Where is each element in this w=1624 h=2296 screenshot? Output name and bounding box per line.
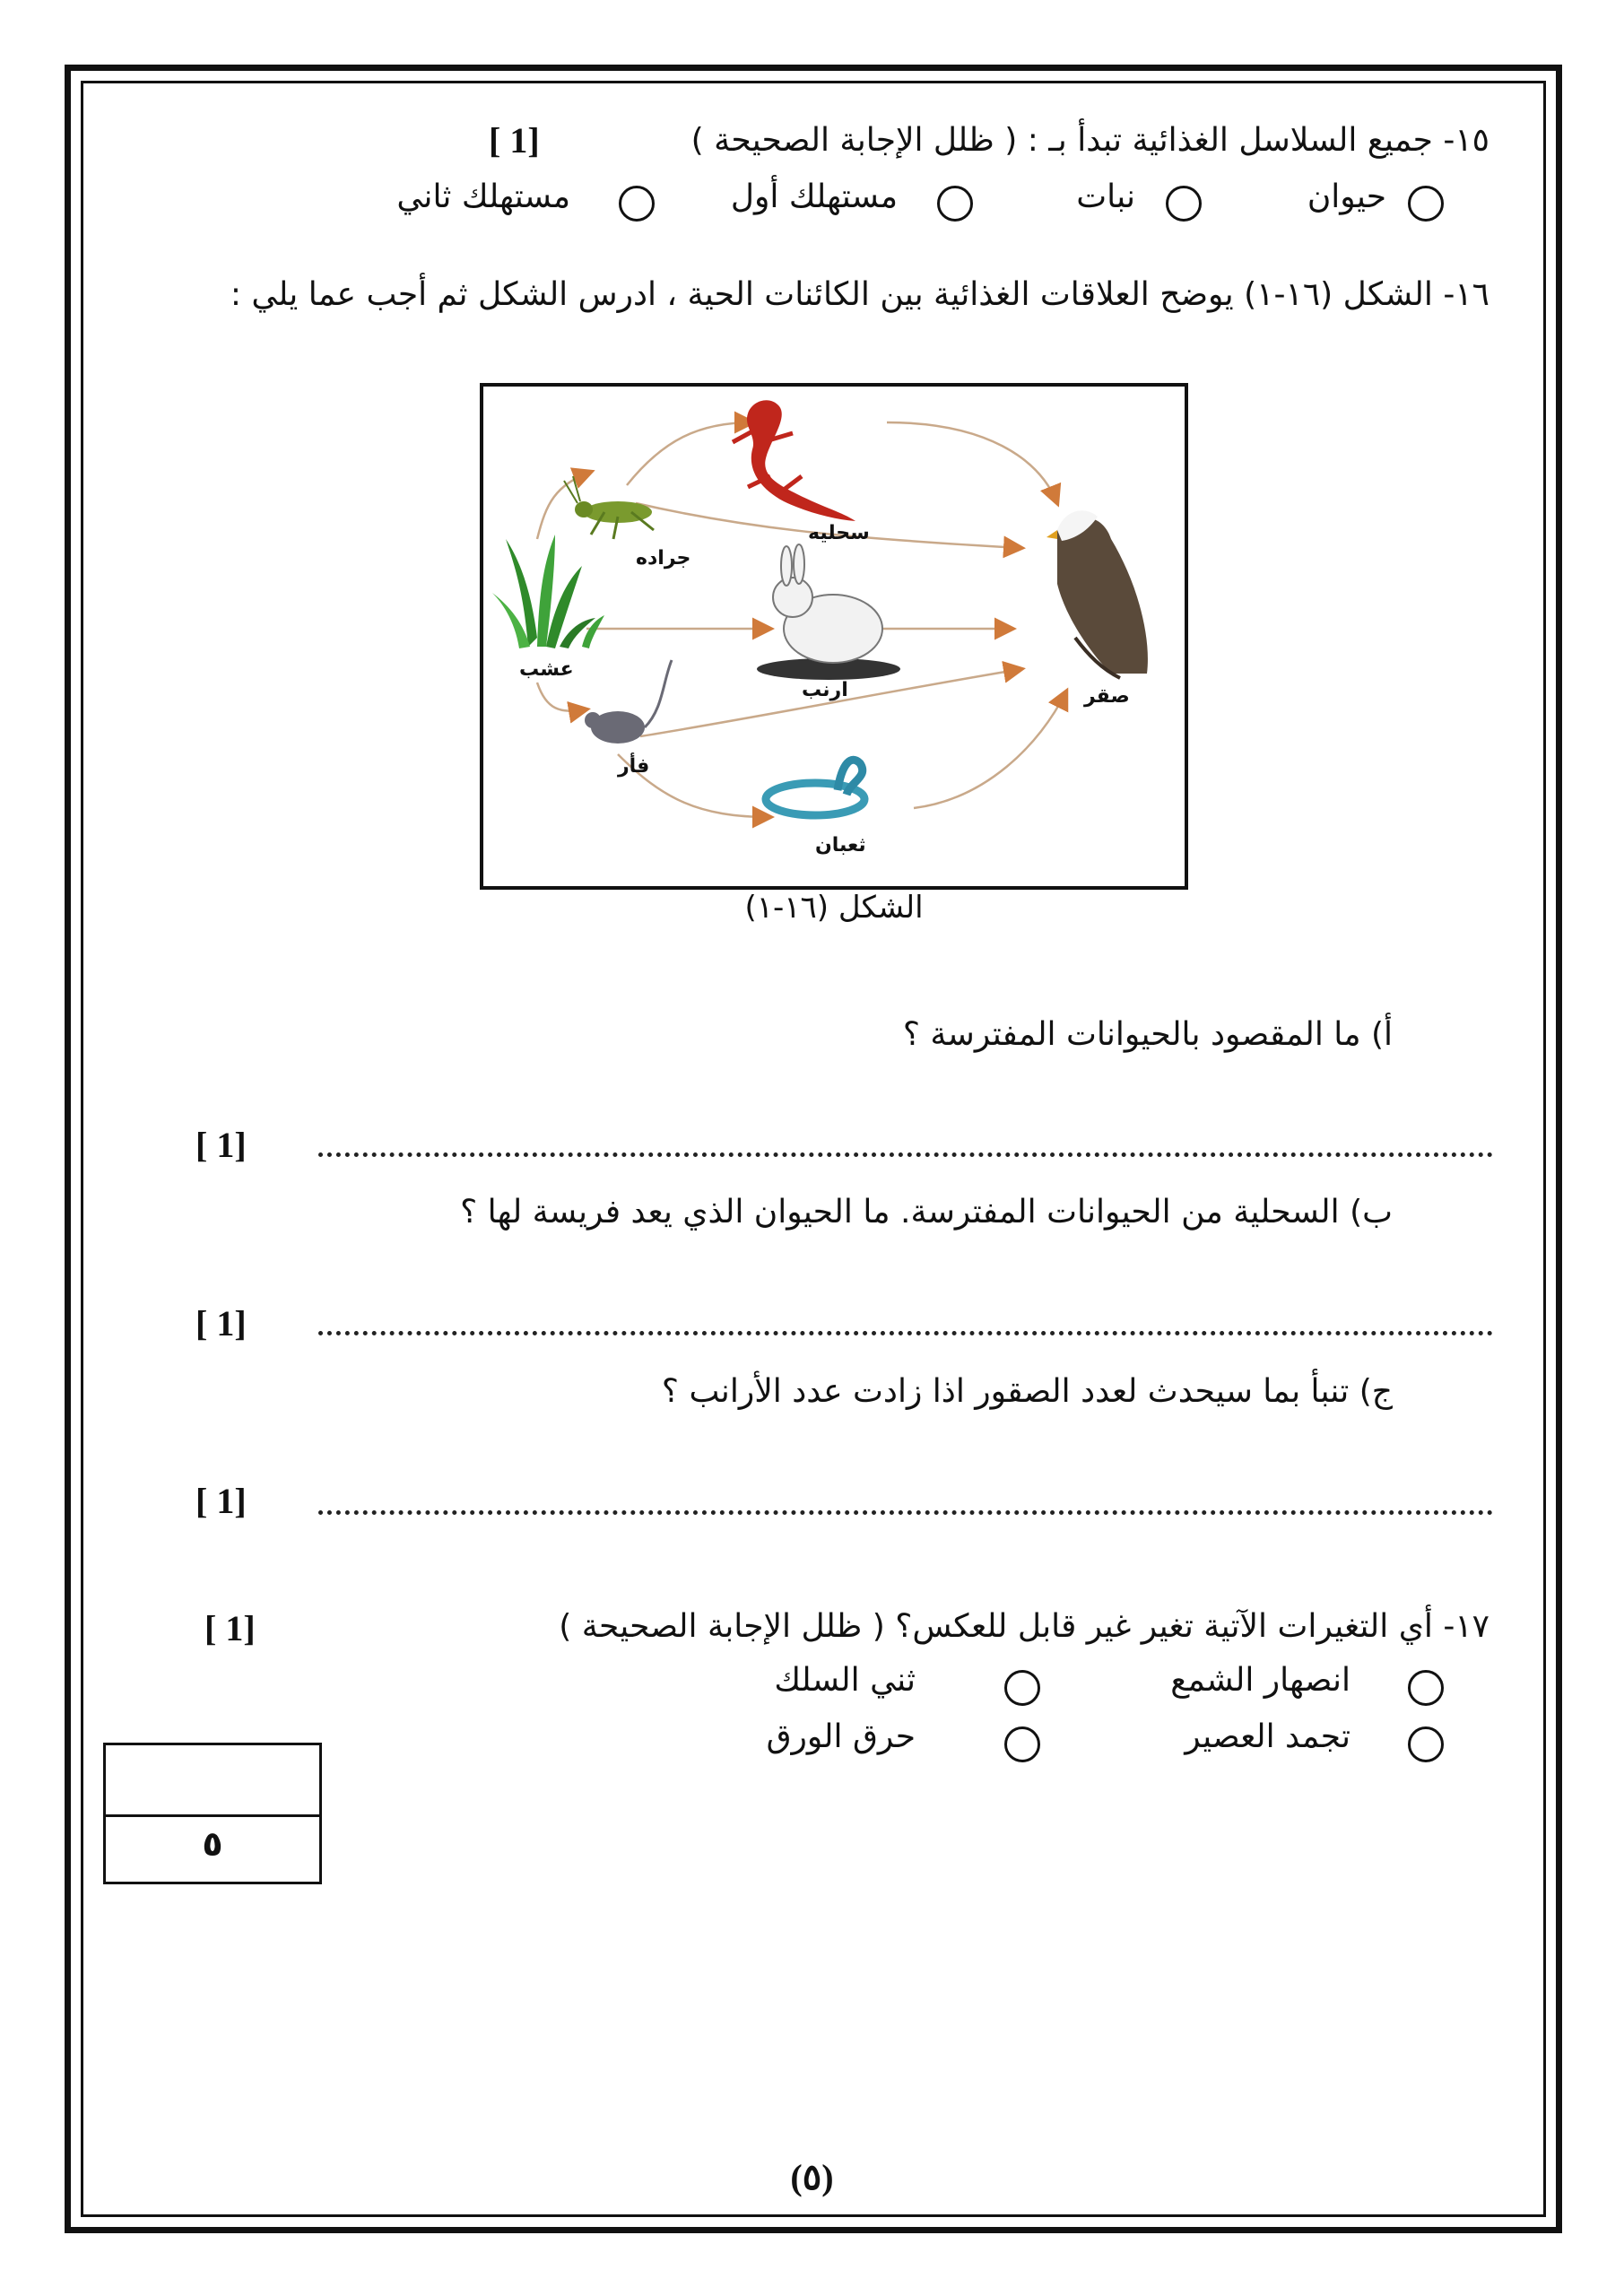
score-box: [103, 1743, 322, 1884]
q15-option-4-label: مستهلك ثاني: [396, 178, 570, 215]
q17-option-2-label: ثني السلك: [774, 1662, 916, 1699]
q17-option-2-radio[interactable]: [1004, 1670, 1040, 1706]
q17-option-1-radio[interactable]: [1408, 1670, 1444, 1706]
q17-mark: [ 1]: [204, 1608, 256, 1648]
q17-option-4-radio[interactable]: [1004, 1726, 1040, 1762]
q16c-mark: [ 1]: [195, 1481, 247, 1521]
grasshopper-icon: [564, 476, 654, 539]
q17-option-3-radio[interactable]: [1408, 1726, 1444, 1762]
q15-option-3-radio[interactable]: [937, 186, 973, 222]
label-eagle: صقر: [1084, 685, 1130, 708]
score-total: ٥: [202, 1824, 223, 1864]
q16b-mark: [ 1]: [195, 1303, 247, 1344]
page-number: (٥): [790, 2157, 834, 2197]
figure-caption: الشكل (١٦-١): [744, 890, 924, 926]
label-rabbit: ارنب: [802, 679, 848, 701]
q15-option-2-label: نبات: [1076, 178, 1135, 215]
q17-option-3-label: تجمد العصير: [1185, 1718, 1350, 1755]
label-mouse: فأر: [618, 755, 650, 778]
q16a-mark: [ 1]: [195, 1125, 247, 1165]
q15-option-2-radio[interactable]: [1166, 186, 1202, 222]
q17-option-4-label: حرق الورق: [766, 1718, 916, 1755]
q16c-text: ج) تنبأ بما سيحدث لعدد الصقور اذا زادت عدد الأرانب ؟: [661, 1373, 1393, 1410]
grass-icon: [492, 535, 604, 648]
q15-option-1-label: حيوان: [1307, 178, 1386, 215]
q16b-answer-line[interactable]: [318, 1331, 1493, 1335]
q15-option-3-label: مستهلك أول: [730, 178, 898, 215]
eagle-icon: [1046, 510, 1148, 678]
snake-icon: [766, 760, 864, 815]
score-box-divider: [106, 1814, 319, 1817]
q15-text: ١٥- جميع السلاسل الغذائية تبدأ بـ : ( ظلل الإجابة الصحيحة ): [690, 122, 1489, 159]
label-grass: عشب: [519, 658, 574, 681]
label-lizard: سحليه: [808, 522, 870, 544]
q16c-answer-line[interactable]: [318, 1510, 1493, 1515]
q16a-text: أ) ما المقصود بالحيوانات المفترسة ؟: [902, 1016, 1393, 1053]
label-grasshopper: جراده: [636, 547, 691, 570]
label-snake: ثعبان: [815, 834, 866, 857]
rabbit-icon: [757, 544, 900, 680]
q15-option-1-radio[interactable]: [1408, 186, 1444, 222]
q17-option-1-label: انصهار الشمع: [1170, 1662, 1350, 1699]
mouse-icon: [585, 660, 672, 744]
q17-text: ١٧- أي التغيرات الآتية تغير غير قابل للعكس؟ ( ظلل الإجابة الصحيحة ): [559, 1608, 1489, 1645]
q16-text: ١٦- الشكل (١٦-١) يوضح العلاقات الغذائية بين الكائنات الحية ، ادرس الشكل ثم أجب عما يلي :: [230, 276, 1489, 313]
lizard-icon: [733, 400, 855, 521]
q15-option-4-radio[interactable]: [619, 186, 655, 222]
food-web-figure: [480, 383, 1188, 890]
q16b-text: ب) السحلية من الحيوانات المفترسة. ما الحيوان الذي يعد فريسة لها ؟: [460, 1194, 1393, 1231]
q15-mark: [ 1]: [489, 120, 540, 161]
q16a-answer-line[interactable]: [318, 1152, 1493, 1157]
